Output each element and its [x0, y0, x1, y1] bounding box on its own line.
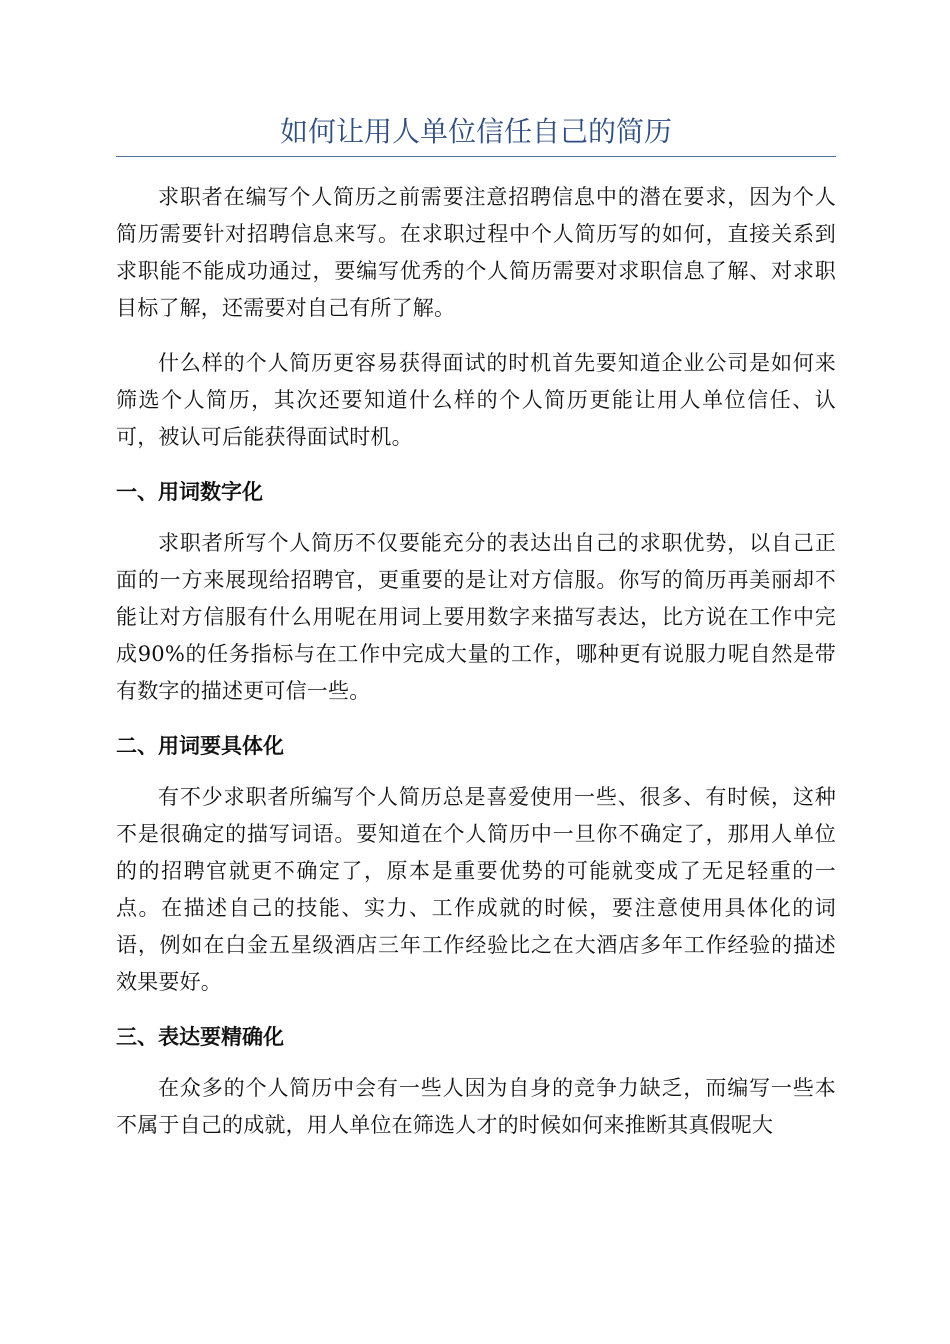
document-title: 如何让用人单位信任自己的简历: [116, 110, 836, 157]
section-body-3: 在众多的个人简历中会有一些人因为自身的竞争力缺乏，而编写一些本不属于自己的成就，用人单位在筛选人才的时候如何来推断其真假呢大: [116, 1076, 836, 1137]
section-heading-2: 二、用词要具体化: [116, 734, 284, 758]
document-page: [116, 110, 836, 1144]
section-body-1: 求职者所写个人简历不仅要能充分的表达出自己的求职优势，以自己正面的一方来展现给招聘官，更重要的是让对方信服。你写的简历再美丽却不能让对方信服有什么用呢在用词上要用数字来描写表达，比方说在工作中完成90%的任务指标与在工作中完成大量的工作，哪种更有说服力呢自然是带有数字的描述更可信一些。: [116, 531, 836, 703]
intro-paragraph-2: 什么样的个人简历更容易获得面试的时机首先要知道企业公司是如何来筛选个人简历，其次还要知道什么样的个人简历更能让用人单位信任、认可，被认可后能获得面试时机。: [116, 351, 836, 449]
section-heading-3: 三、表达要精确化: [116, 1025, 284, 1049]
section-body-2: 有不少求职者所编写个人简历总是喜爱使用一些、很多、有时候，这种不是很确定的描写词语。要知道在个人简历中一旦你不确定了，那用人单位的的招聘官就更不确定了，原本是重要优势的可能就变成了无足轻重的一点。在描述自己的技能、实力、工作成就的时候，要注意使用具体化的词语，例如在白金五星级酒店三年工作经验比之在大酒店多年工作经验的描述效果要好。: [116, 785, 836, 994]
intro-paragraph-1: 求职者在编写个人简历之前需要注意招聘信息中的潜在要求，因为个人简历需要针对招聘信息来写。在求职过程中个人简历写的如何，直接关系到求职能不能成功通过，要编写优秀的个人简历需要对求职信息了解、对求职目标了解，还需要对自己有所了解。: [116, 185, 836, 320]
section-heading-1: 一、用词数字化: [116, 480, 263, 504]
